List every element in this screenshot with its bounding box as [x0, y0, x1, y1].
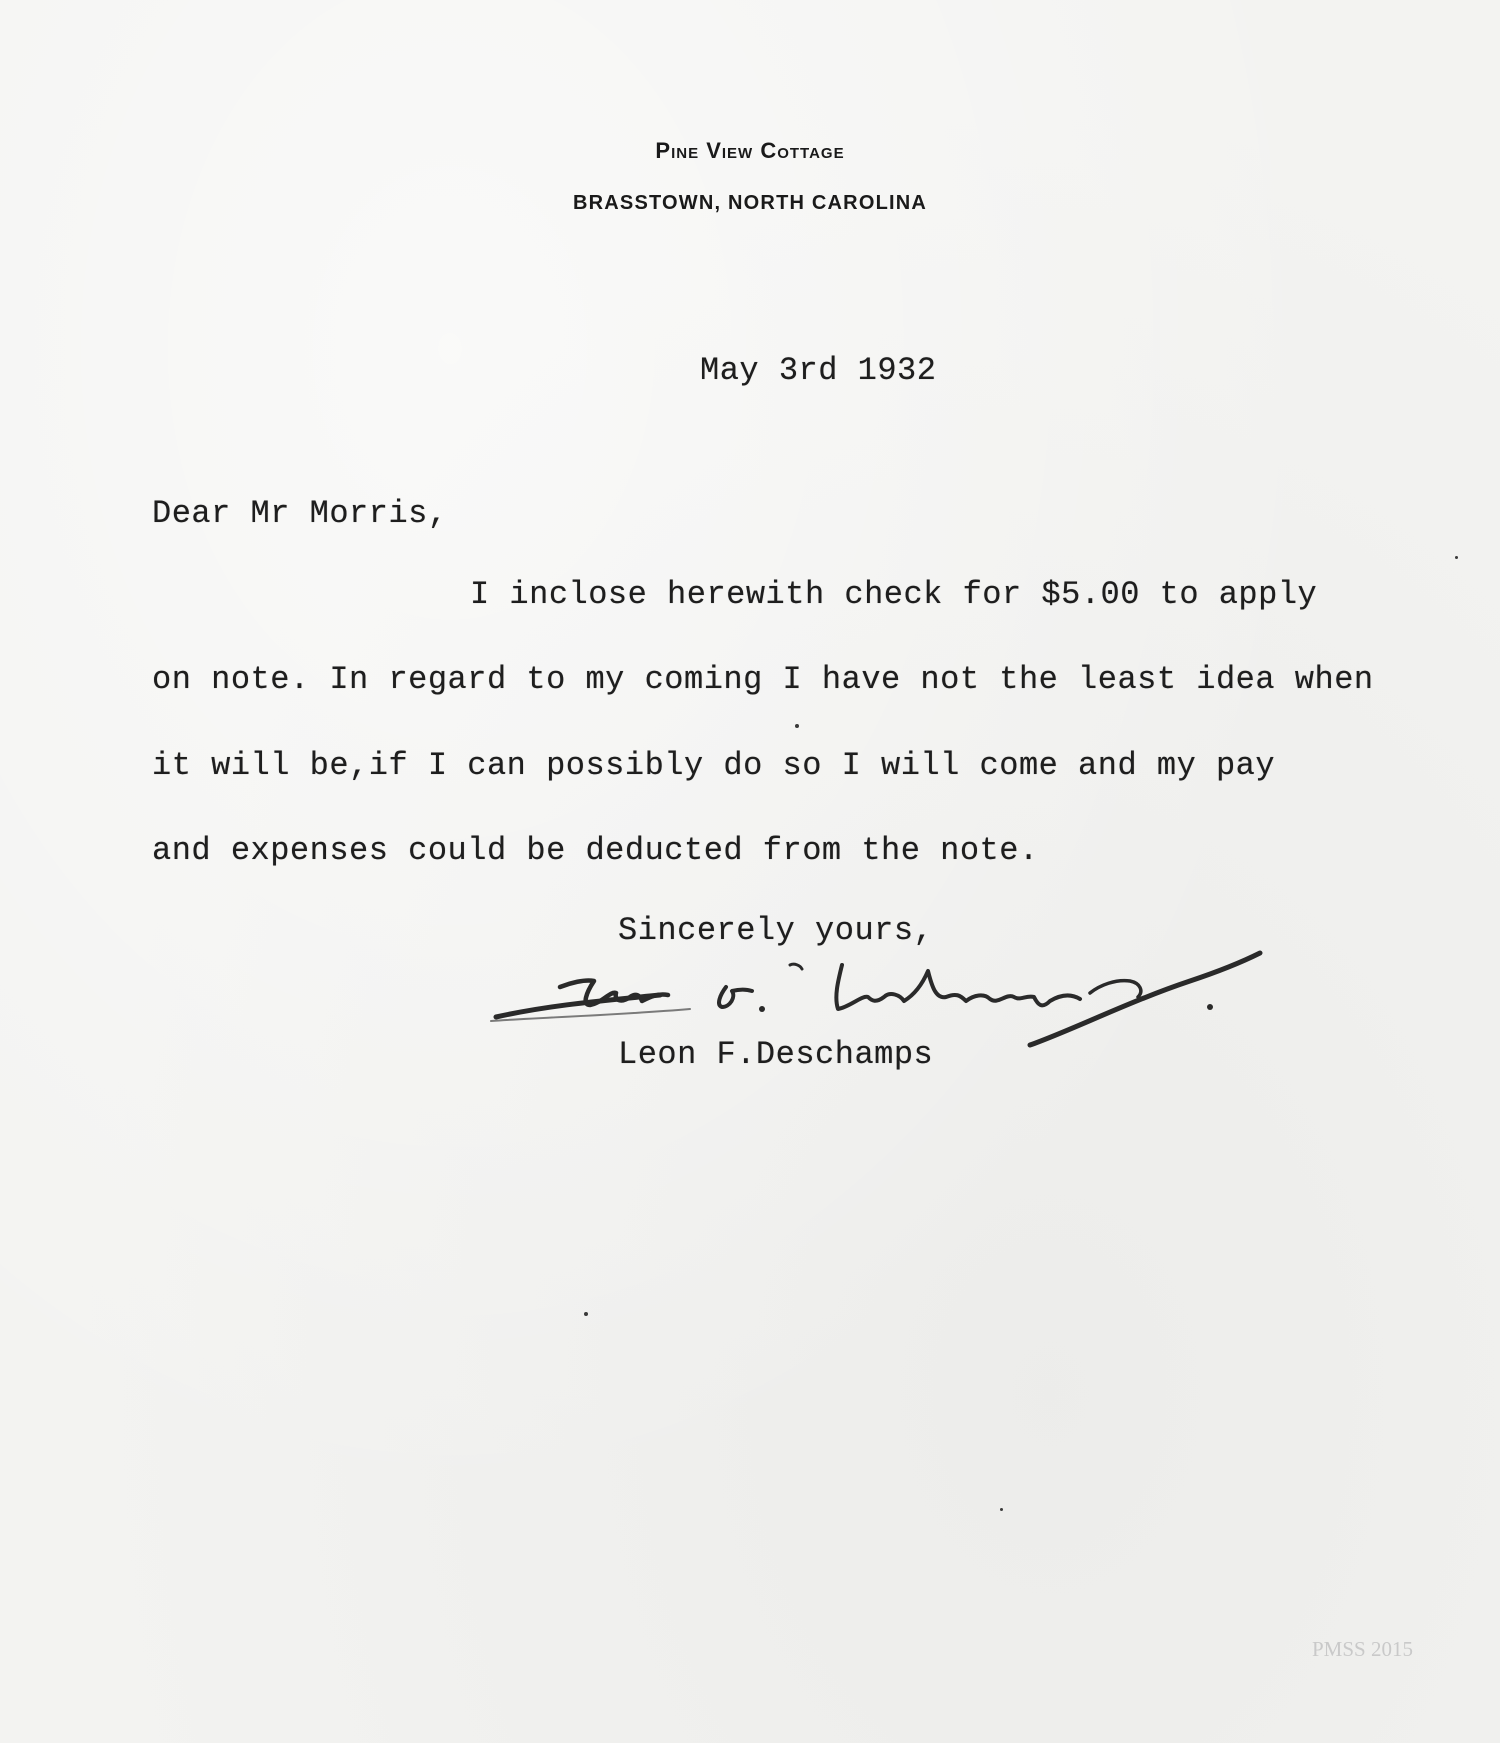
- paper-speck: [584, 1312, 588, 1316]
- paper-speck: [1455, 556, 1458, 559]
- body-line-1: I inclose herewith check for $5.00 to apply: [470, 576, 1318, 613]
- body-line-2: on note. In regard to my coming I have not the least idea when: [152, 661, 1374, 698]
- paper-speck: [795, 724, 799, 728]
- letter-date: May 3rd 1932: [700, 352, 937, 389]
- body-line-3: it will be,if I can possibly do so I will come and my pay: [152, 747, 1276, 784]
- letterhead-name: Pine View Cottage: [655, 138, 845, 163]
- letterhead-place: BRASSTOWN, NORTH CAROLINA: [572, 192, 928, 214]
- body-line-4: and expenses could be deducted from the note.: [152, 832, 1039, 869]
- salutation: Dear Mr Morris,: [152, 495, 448, 532]
- typed-signature-name: Leon F.Deschamps: [618, 1036, 934, 1073]
- closing: Sincerely yours,: [618, 912, 934, 949]
- paper-speck: [1000, 1508, 1003, 1511]
- archive-watermark: PMSS 2015: [1312, 1637, 1413, 1661]
